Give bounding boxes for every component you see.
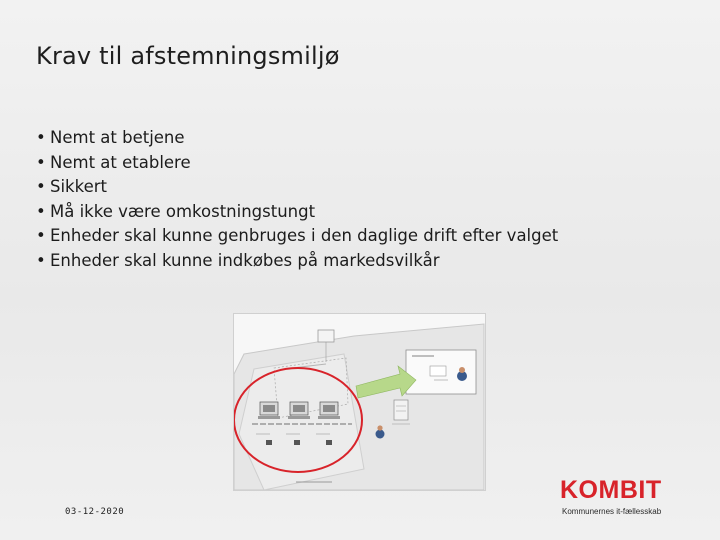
bullet-glyph: • bbox=[36, 226, 46, 245]
bullet-item bbox=[36, 200, 558, 225]
kombit-logo bbox=[560, 476, 685, 518]
voting-station-icon bbox=[318, 402, 340, 419]
bullet-item bbox=[36, 224, 558, 249]
bullet-glyph: • bbox=[36, 152, 46, 172]
voting-station-icon bbox=[258, 402, 280, 419]
bullet-item bbox=[36, 249, 558, 274]
voting-station-icon bbox=[288, 402, 310, 419]
slide-title: Krav til afstemningsmiljø bbox=[36, 42, 340, 70]
user-head-icon bbox=[459, 367, 465, 373]
bullet-glyph: • bbox=[36, 128, 46, 147]
printer-icon bbox=[326, 440, 332, 445]
bullet-text: Nemt at etablere bbox=[50, 152, 191, 172]
network-diagram-image bbox=[233, 313, 486, 491]
bullet-glyph: • bbox=[36, 177, 46, 196]
printer-icon bbox=[294, 440, 300, 445]
bullet-text: Enheder skal kunne genbruges i den daglige drift efter valget bbox=[50, 226, 559, 245]
logo-wordmark: KOMBIT bbox=[560, 476, 662, 504]
bullet-text: Må ikke være omkostningstungt bbox=[50, 201, 316, 221]
printer-icon bbox=[266, 440, 272, 445]
device-box bbox=[430, 366, 446, 376]
bullet-item bbox=[36, 151, 558, 176]
server-box bbox=[318, 330, 334, 342]
bullet-list bbox=[36, 126, 558, 273]
bullet-item bbox=[36, 175, 558, 200]
diagram-zone-inner bbox=[239, 354, 364, 490]
bullet-glyph: • bbox=[36, 250, 46, 270]
server-rack-icon bbox=[394, 400, 408, 420]
bullet-text: Sikkert bbox=[50, 177, 107, 196]
user-head-icon bbox=[377, 425, 382, 430]
bullet-item bbox=[36, 126, 558, 151]
bullet-glyph: • bbox=[36, 201, 46, 221]
footer-date: 03-12-2020 bbox=[65, 507, 125, 517]
bullet-text: Enheder skal kunne indkøbes på markedsvilkår bbox=[50, 250, 440, 270]
user-icon bbox=[376, 430, 385, 439]
bullet-text: Nemt at betjene bbox=[50, 128, 185, 147]
logo-subtitle: Kommunernes it-fællesskab bbox=[562, 507, 662, 516]
